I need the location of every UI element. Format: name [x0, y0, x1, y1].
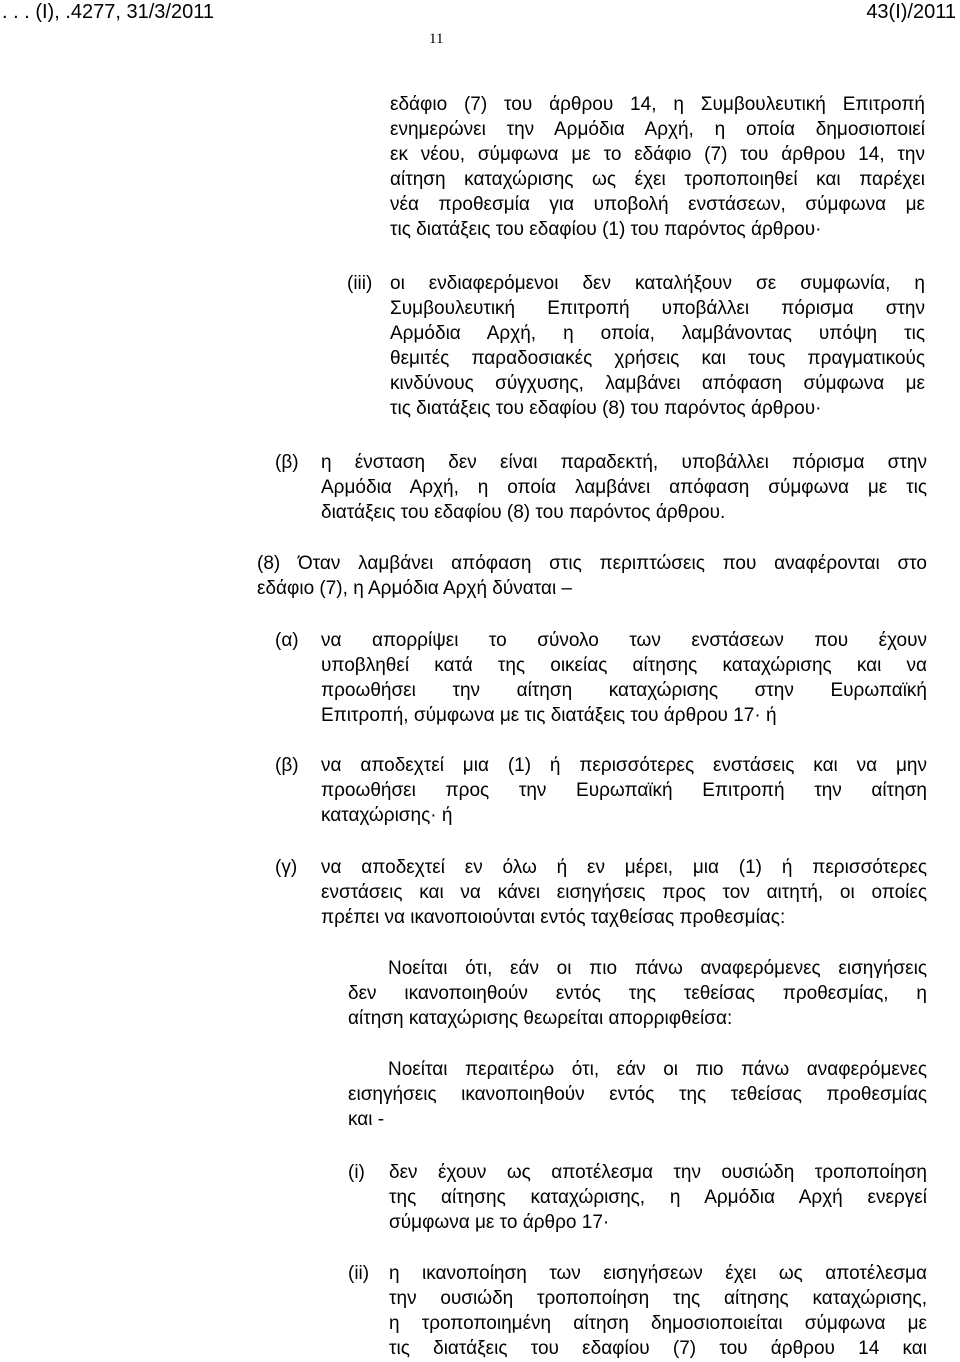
- item-label-beta: (β): [275, 452, 299, 473]
- text-line: την ουσιώδη τροποποίηση της αίτησης καταχώρισης,: [389, 1288, 927, 1309]
- item-iii-text: [390, 271, 925, 421]
- text-line: πρέπει να ικανοποιούνται εντός ταχθείσας προθεσμίας:: [321, 907, 786, 928]
- text-line: Επιτροπή, σύμφωνα με τις διατάξεις του άρθρου 17· ή: [321, 705, 777, 726]
- text-line: και -: [348, 1109, 385, 1130]
- text-line: να απορρίψει το σύνολο των ενστάσεων που έχουν: [321, 630, 927, 651]
- text-line: (8) Όταν λαμβάνει απόφαση στις περιπτώσεις που αναφέρονται στο: [257, 553, 927, 574]
- text-line: υποβληθεί κατά της οικείας αίτησης καταχώρισης και να: [321, 655, 927, 676]
- page-number: 11: [429, 31, 444, 47]
- text-line: Νοείται περαιτέρω ότι, εάν οι πιο πάνω αναφερόμενες: [388, 1059, 927, 1080]
- subsection-8: [257, 551, 927, 601]
- text-line: νέα προθεσμία για υποβολή ενστάσεων, σύμφωνα με: [390, 194, 925, 215]
- text-line: η τροποποιημένη αίτηση δημοσιοποιείται σύμφωνα με: [389, 1313, 927, 1334]
- item-label-alpha: (α): [275, 630, 299, 651]
- text-line: διατάξεις του εδαφίου (8) του παρόντος άρθρου.: [321, 502, 726, 523]
- text-line: οι ενδιαφερόμενοι δεν καταλήξουν σε συμφωνία, η: [390, 273, 925, 294]
- item-label-gamma: (γ): [275, 857, 298, 878]
- text-line: προωθήσει προς την Ευρωπαϊκή Επιτροπή την αίτηση: [321, 780, 927, 801]
- law-number: 43(Ι)/2011: [866, 1, 956, 23]
- item-label-i: (i): [348, 1162, 365, 1183]
- text-line: δεν έχουν ως αποτέλεσμα την ουσιώδη τροποποίηση: [389, 1162, 927, 1183]
- text-line: τις διατάξεις του εδαφίου (7) του άρθρου 14 και: [389, 1338, 927, 1359]
- text-line: τις διατάξεις του εδαφίου (1) του παρόντος άρθρου·: [390, 219, 822, 240]
- text-line: δεν ικανοποιηθούν εντός της τεθείσας προθεσμίας, η: [348, 983, 927, 1004]
- text-line: αίτηση καταχώρισης ως έχει τροποποιηθεί και παρέχει: [390, 169, 925, 190]
- text-line: της αίτησης καταχώρισης, η Αρμόδια Αρχή ενεργεί: [389, 1187, 927, 1208]
- text-line: η ικανοποίηση των εισηγήσεων έχει ως αποτέλεσμα: [389, 1263, 927, 1284]
- item-i-text: [389, 1160, 927, 1235]
- text-line: σύμφωνα με το άρθρο 17·: [389, 1212, 610, 1233]
- item-beta-2-text: [321, 753, 927, 828]
- text-line: προωθήσει την αίτηση καταχώρισης στην Ευρωπαϊκή: [321, 680, 927, 701]
- text-line: εδάφιο (7) του άρθρου 14, η Συμβουλευτική Επιτροπή: [390, 94, 925, 115]
- item-beta-text: [321, 450, 927, 525]
- text-line: ενημερώνει την Αρμόδια Αρχή, η οποία δημοσιοποιεί: [390, 119, 925, 140]
- text-line: καταχώρισης· ή: [321, 805, 453, 826]
- text-line: τις διατάξεις του εδαφίου (8) του παρόντος άρθρου·: [390, 398, 822, 419]
- text-line: η ένσταση δεν είναι παραδεκτή, υποβάλλει πόρισμα στην: [321, 452, 927, 473]
- text-line: Αρμόδια Αρχή, η οποία, λαμβάνοντας υπόψη τις: [390, 323, 925, 344]
- text-line: Νοείται ότι, εάν οι πιο πάνω αναφερόμενες εισηγήσεις: [388, 958, 927, 979]
- text-line: εδάφιο (7), η Αρμόδια Αρχή δύναται –: [257, 578, 573, 599]
- item-label-iii: (iii): [347, 273, 373, 294]
- gazette-reference: . . . (Ι), .4277, 31/3/2011: [2, 1, 214, 23]
- proviso-1: [348, 956, 927, 1031]
- text-line: Αρμόδια Αρχή, η οποία λαμβάνει απόφαση σύμφωνα με τις: [321, 477, 927, 498]
- text-line: να αποδεχτεί μια (1) ή περισσότερες ενστάσεις και να μην: [321, 755, 927, 776]
- item-label-beta-2: (β): [275, 755, 299, 776]
- text-line: ενστάσεις και να κάνει εισηγήσεις προς τον αιτητή, οι οποίες: [321, 882, 927, 903]
- text-line: εκ νέου, σύμφωνα με το εδάφιο (7) του άρθρου 14, την: [390, 144, 925, 165]
- proviso-2: [348, 1057, 927, 1132]
- item-ii-text: [389, 1261, 927, 1361]
- text-line: κινδύνους σύγχυσης, λαμβάνει απόφαση σύμφωνα με: [390, 373, 925, 394]
- text-line: θεμιτές παραδοσιακές χρήσεις και τους πραγματικούς: [390, 348, 925, 369]
- paragraph-continuation: [390, 92, 925, 242]
- item-gamma-text: [321, 855, 927, 930]
- text-line: Συμβουλευτική Επιτροπή υποβάλλει πόρισμα στην: [390, 298, 925, 319]
- text-line: αίτηση καταχώρισης θεωρείται απορριφθείσα:: [348, 1008, 733, 1029]
- text-line: εισηγήσεις ικανοποιηθούν εντός της τεθείσας προθεσμίας: [348, 1084, 927, 1105]
- text-line: να αποδεχτεί εν όλω ή εν μέρει, μια (1) ή περισσότερες: [321, 857, 927, 878]
- item-alpha-text: [321, 628, 927, 728]
- item-label-ii: (ii): [348, 1263, 370, 1284]
